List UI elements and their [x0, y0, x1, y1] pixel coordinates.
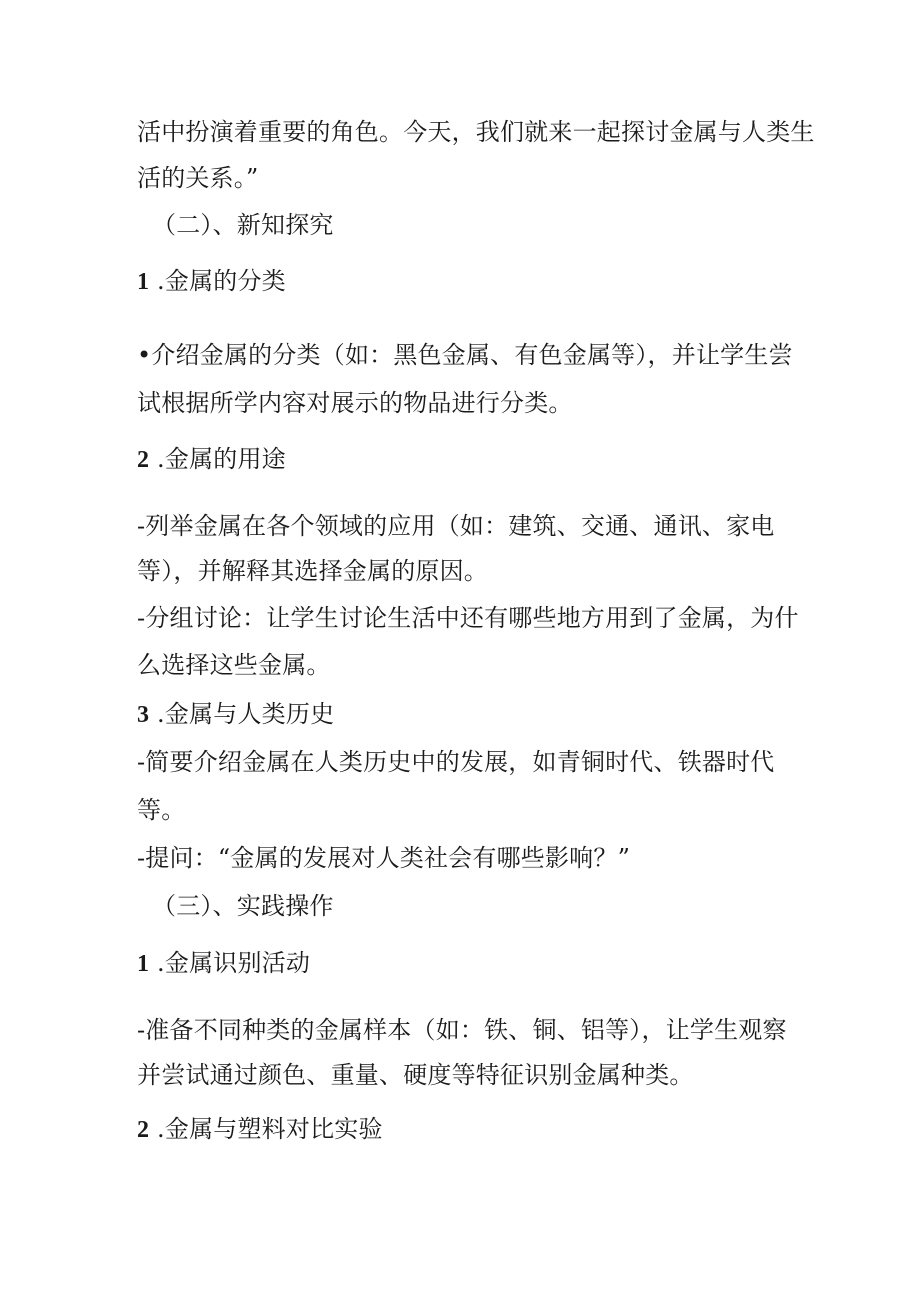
section-heading: （二）、新知探究 [152, 211, 334, 239]
subsection-heading: 3 .金属与人类历史 [137, 700, 335, 728]
paragraph-line: 等。 [137, 796, 186, 824]
subsection-heading: 1 .金属识别活动 [137, 949, 311, 977]
section-heading: （三）、实践操作 [152, 892, 334, 920]
paragraph-line: 活中扮演着重要的角色。今天，我们就来一起探讨金属与人类生 [137, 118, 815, 146]
subsection-heading: 2 .金属与塑料对比实验 [137, 1115, 383, 1143]
bullet-line: -准备不同种类的金属样本（如：铁、铜、铝等），让学生观察 [137, 1016, 787, 1044]
paragraph-line: 试根据所学内容对展示的物品进行分类。 [137, 389, 573, 417]
paragraph-line: 等），并解释其选择金属的原因。 [137, 557, 488, 585]
subsection-heading: 2 .金属的用途 [137, 445, 286, 473]
bullet-line: -列举金属在各个领域的应用（如：建筑、交通、通讯、家电 [137, 512, 775, 540]
paragraph-line: 并尝试通过颜色、重量、硬度等特征识别金属种类。 [137, 1061, 694, 1089]
subsection-heading: 1 .金属的分类 [137, 267, 286, 295]
bullet-line: -分组讨论：让学生讨论生活中还有哪些地方用到了金属，为什 [137, 604, 799, 632]
bullet-line: •介绍金属的分类（如：黑色金属、有色金属等），并让学生尝 [137, 341, 793, 369]
bullet-line: -提问：“金属的发展对人类社会有哪些影响？” [137, 844, 631, 872]
paragraph-line: 么选择这些金属。 [137, 651, 331, 679]
paragraph-line: 活的关系。” [137, 164, 259, 192]
bullet-line: -简要介绍金属在人类历史中的发展，如青铜时代、铁器时代 [137, 748, 775, 776]
